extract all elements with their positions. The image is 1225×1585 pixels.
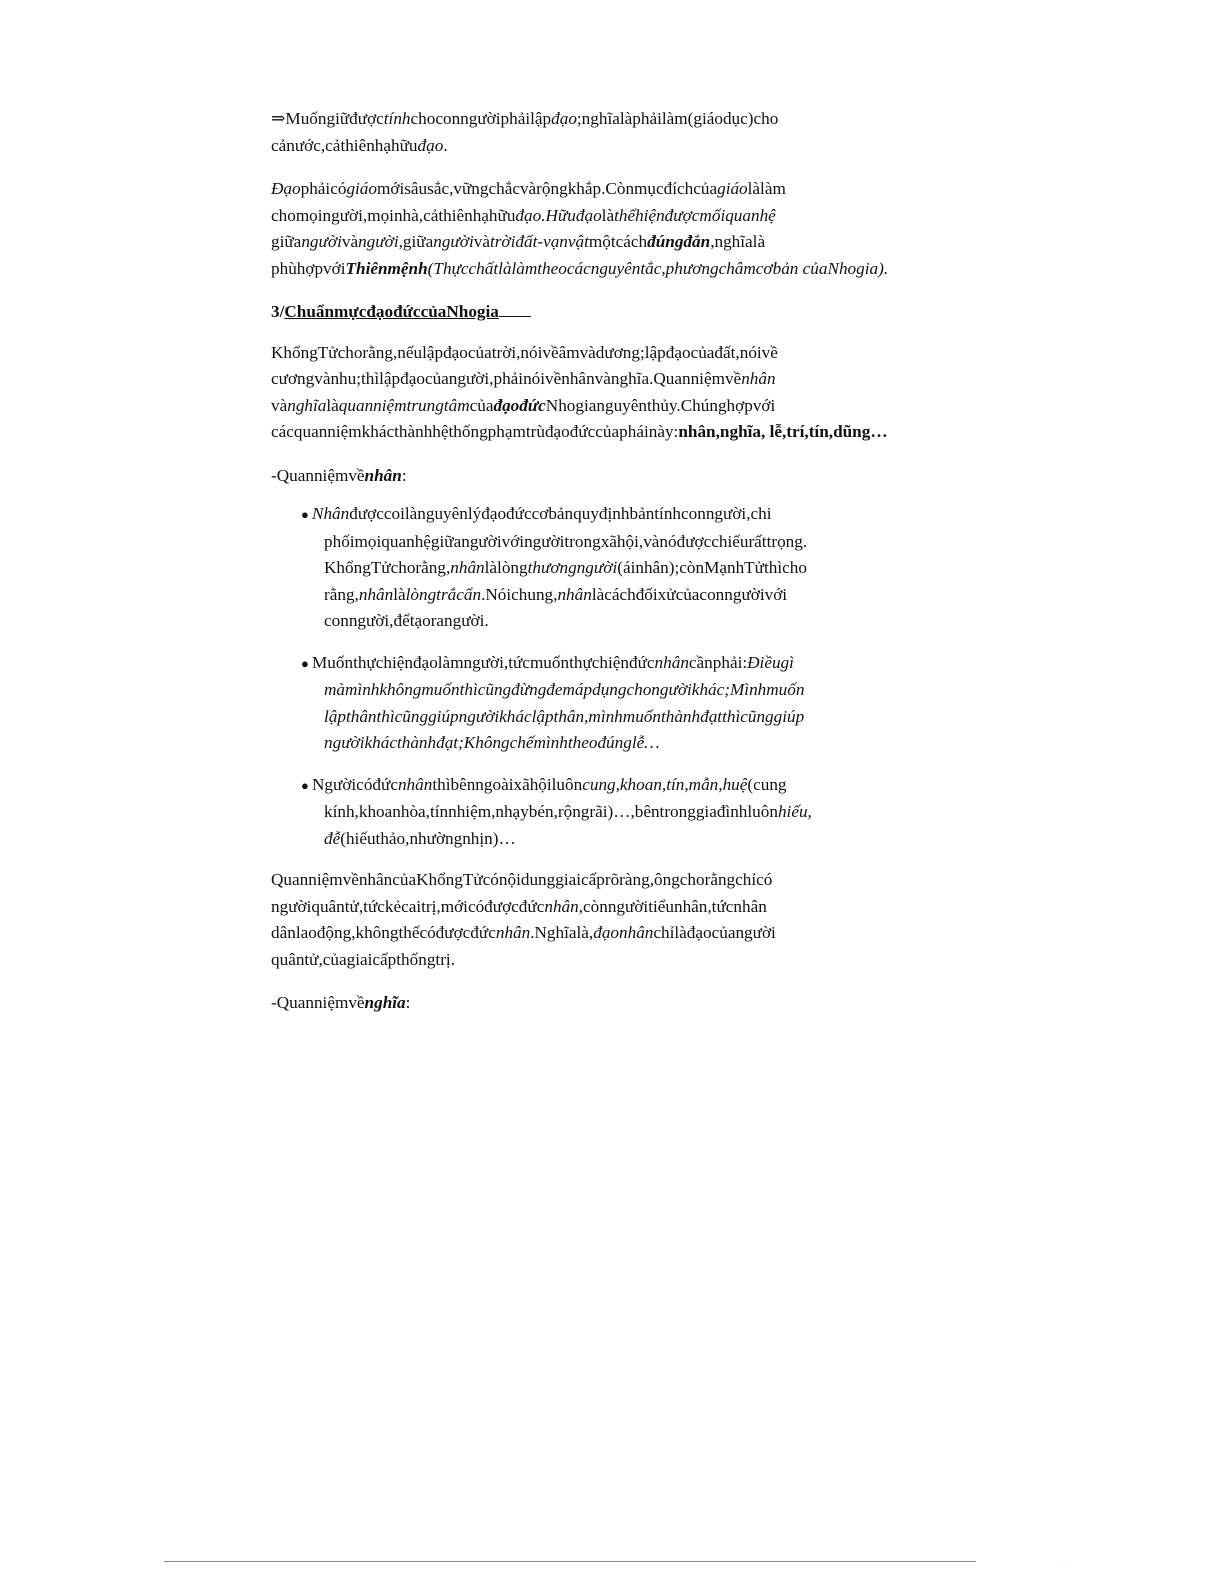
bullet-item: ● Muốnthựchiệnđạolàmngười,tứcmuốnthựchiệnđứcnhâncầnphải:Điềugì màmìnhkhôngmuốnthìcũngđừngđemápdụngchongườikhác;Mìnhmuốn lậpthânthìcũnggiúpngườikháclậpthân,mìnhmuốnthànhđạtthìcũnggiúp ngườikhácthànhđạt;Khôngchếmìnhtheođúnglễ… (301, 652, 805, 752)
section-heading: 3/ChuẩnmựcđạođứccủaNhogia (271, 299, 891, 326)
paragraph-dao-giao: Đạophảicógiáomớisâusắc,vữngchắcvàrộngkhắp.Cònmụcđíchcủagiáolàlàm chomọingười,mọinhà,cảthiênhạhữuđạo.Hữuđạolàthểhiệnđượcmốiquanhệ giữangườivàngười,giữangườivàtrờiđất-vạnvậtmộtcáchđúngđắn,nghĩalà phùhợpvớiThiênmệnh(Thựcchấtlàlàmtheocácnguyêntắc,phươngchâmcơbản củaNhogia). (271, 179, 889, 278)
bullet-icon: ● (301, 507, 309, 522)
scan-speck (1063, 1562, 1065, 1563)
bullet-item: ● Ngườicóđứcnhânthìbênngoàixãhộiluôncung,khoan,tín,mẫn,huệ(cung kính,khoanhòa,tínnhiệm,nhạybén,rộngrãi)…,bêntronggiađìnhluônhiếu, đễ(hiếuthảo,nhườngnhịn)… (301, 774, 812, 848)
paragraph-class-nature: QuanniệmvềnhâncủaKhổngTửcónộidunggiaicấprõràng,ôngchorằngchỉcó ngườiquântử,tứckẻcaitrị,mớicóđượcđứcnhân,cònngườitiểunhân,tứcnhân dânlaođộng,khôngthểcóđượcđứcnhân.Nghĩalà,đạonhânchỉlàđạocủangười quântử,củagiaicấpthốngtrị. (271, 870, 776, 969)
document-body (271, 106, 891, 1034)
subheading-nghia: -Quanniệmvềnghĩa: (271, 993, 411, 1012)
bullet-icon: ● (301, 655, 309, 671)
bullet-item: ● Nhânđượccoilànguyênlýđạođứccơbảnquyđịnhbảntínhconngười,chi phốimọiquanhệgiữangườivớingườitrongxãhội,vànóđượcchiếurấttrọng. KhổngTửchorằng,nhânlàlòngthươngngười(áinhân);cònMạnhTửthìcho rằng,nhânlàlòngtrắcẩn.Nóichung,nhânlàcáchđốixửcủaconngườivới conngười,đểtạorangười. (301, 504, 808, 630)
implies-arrow: ⇒ (271, 109, 286, 128)
paragraph-khong-tu: KhổngTửchorằng,nếulậpđạocủatrời,nóivềâmvàdương;lậpđạocủađất,nóivề cươngvànhu;thìlậpđạocủangười,phảinóivềnhânvànghĩa.Quanniệmvềnhân vànghĩalàquanniệmtrungtâmcủađạođứcNhogianguyênthủy.Chúnghợpvới cácquanniệmkhácthànhhệthốngphạmtrùđạođứccủapháinày:nhân,nghĩa, lễ,trí,tín,dũng… (271, 342, 888, 441)
subheading-nhan: -Quanniệmvềnhân: (271, 465, 407, 485)
paragraph-intro: ⇒Muốngiữđượctínhchoconngườiphảilậpđạo;nghĩalàphảilàm(giáodục)cho cảnước,cảthiênhạhữuđạo. (271, 109, 779, 155)
section-title: ChuẩnmựcđạođứccủaNhogia (284, 302, 499, 321)
bullet-icon: ● (301, 777, 309, 793)
page-divider (164, 1561, 976, 1562)
heading-underline-tail (499, 301, 531, 317)
